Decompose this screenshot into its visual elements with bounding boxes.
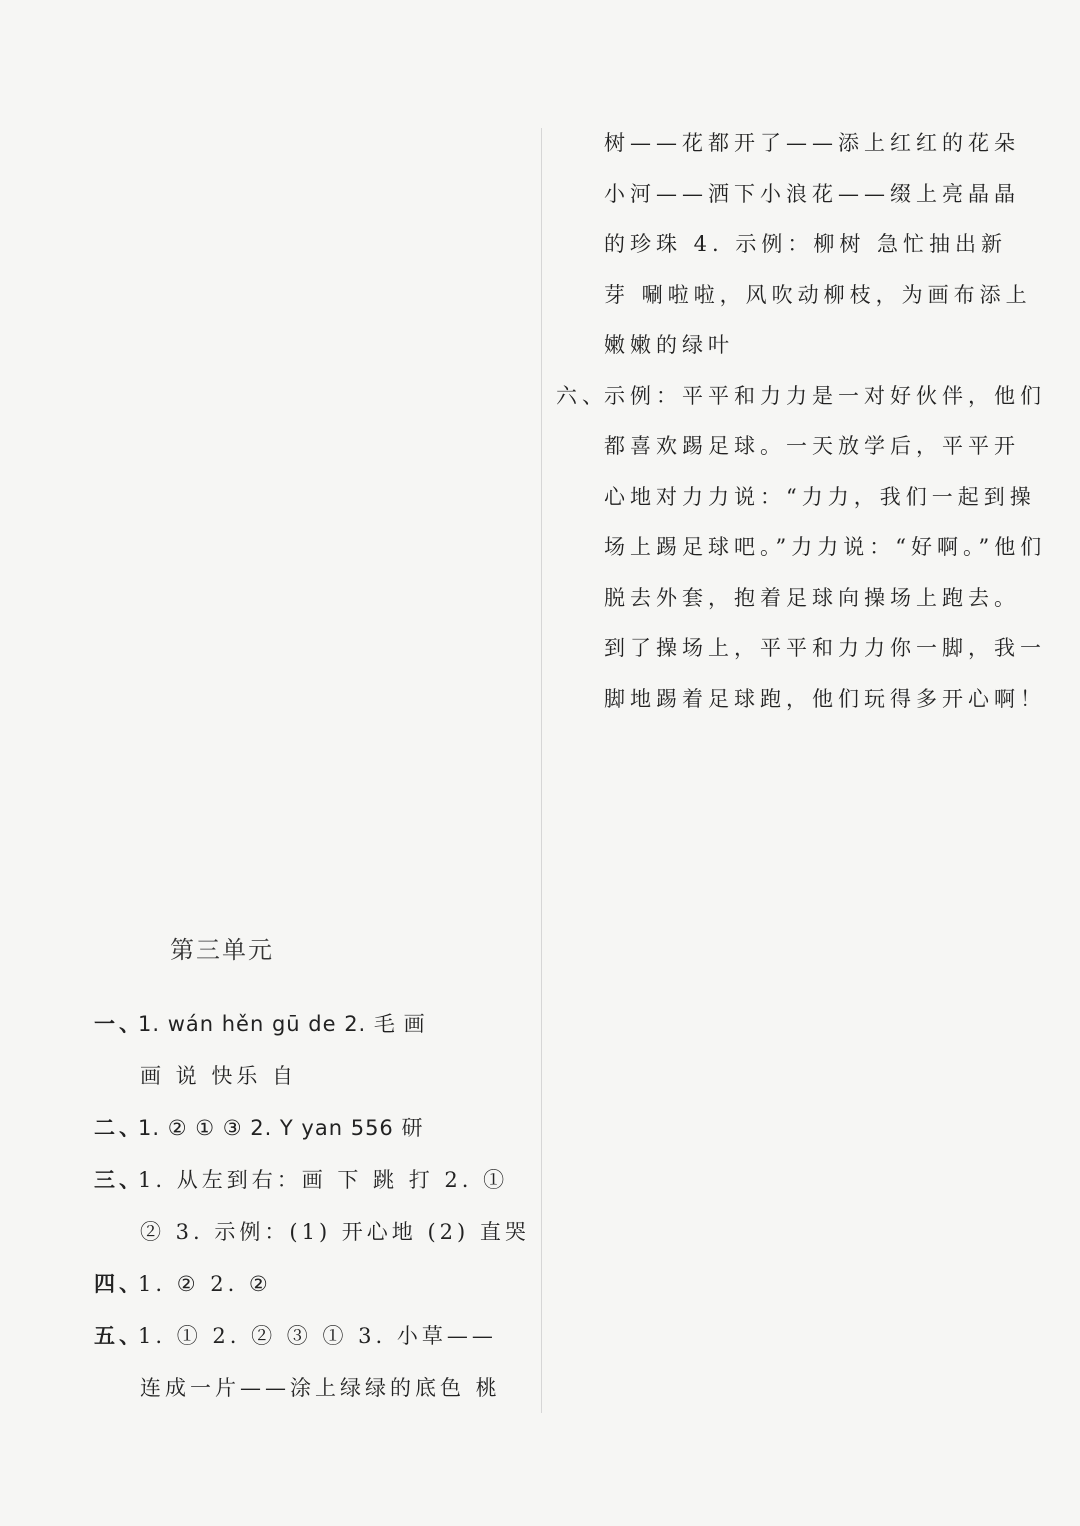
section-label: 三、 (94, 1167, 144, 1192)
left-column (94, 998, 534, 1414)
text-line: 都喜欢踢足球。一天放学后，平平开 (604, 434, 1020, 458)
section-label: 五、 (94, 1323, 144, 1348)
text-line: 场上踢足球吧。”力力说：“好啊。”他们 (604, 535, 1047, 559)
text-line: 小河——洒下小浪花——缀上亮晶晶 (604, 181, 1020, 206)
text-line: 到了操场上，平平和力力你一脚，我一 (604, 636, 1046, 660)
text-line: 树——花都开了——添上红红的花朵 (604, 131, 1020, 155)
text-line: 脚地踢着足球跑，他们玩得多开心啊！ (604, 686, 1046, 711)
right-column (556, 118, 1047, 724)
answer-line (94, 1310, 534, 1362)
answer-text: 1. ② 2. ② (138, 1272, 272, 1296)
answer-text: 画 说 快乐 自 (140, 1064, 298, 1088)
text-line: 脱去外套，抱着足球向操场上跑去。 (604, 585, 1020, 610)
answer-text: 1. ② ① ③ 2. Y yan 556 研 (138, 1116, 424, 1140)
answer-text: 1. 从左到右：画 下 跳 打 2. ① (138, 1168, 509, 1192)
section-six-line (556, 371, 1046, 422)
text-line: 的珍珠 4. 示例：柳树 急忙抽出新 (604, 232, 1008, 256)
answer-text: ② 3. 示例：(1) 开心地 (2) 直哭 (140, 1220, 530, 1244)
answer-line (94, 1154, 534, 1206)
unit-title: 第三单元 (170, 936, 274, 964)
section-label: 六、 (556, 383, 608, 408)
text-line: 嫩嫩的绿叶 (604, 333, 734, 357)
section-label: 四、 (94, 1271, 144, 1296)
answer-line (94, 998, 534, 1050)
section-text: 示例：平平和力力是一对好伙伴，他们 (604, 383, 1046, 408)
answer-text: 1. wán hěn gū de 2. 毛 画 (138, 1012, 426, 1036)
text-line: 心地对力力说：“力力，我们一起到操 (604, 484, 1036, 509)
answer-line (94, 1258, 534, 1310)
answer-text: 连成一片——涂上绿绿的底色 桃 (140, 1376, 501, 1400)
answer-line (94, 1102, 534, 1154)
column-divider (541, 128, 542, 1413)
answer-text: 1. ① 2. ② ③ ① 3. 小草—— (138, 1324, 497, 1348)
text-line: 芽 唰啦啦，风吹动柳枝，为画布添上 (604, 282, 1032, 307)
section-label: 一、 (94, 1011, 144, 1036)
section-label: 二、 (94, 1115, 144, 1140)
